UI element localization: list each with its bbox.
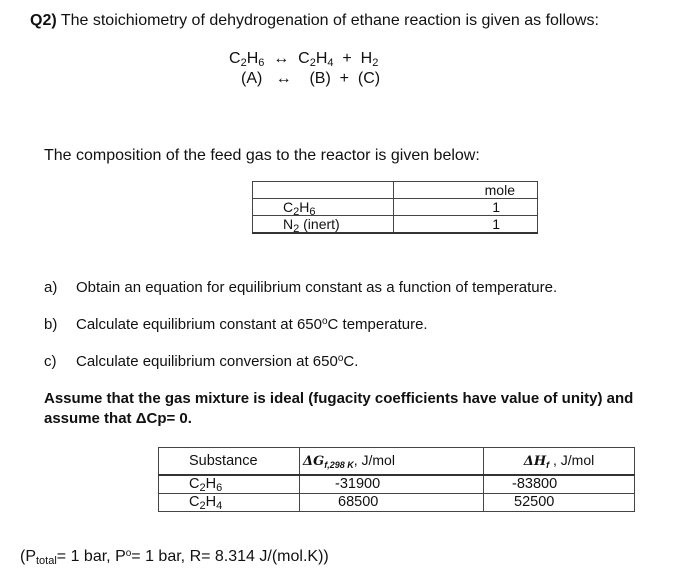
table-row bbox=[159, 475, 635, 494]
species-cell: $C_2H_6$ bbox=[253, 199, 394, 216]
question-title bbox=[30, 12, 599, 30]
item-label: a) bbox=[44, 279, 58, 296]
feed-table-header bbox=[253, 182, 538, 199]
item-c bbox=[44, 353, 358, 370]
feed-header-blank bbox=[253, 182, 394, 199]
table-row bbox=[253, 199, 538, 216]
reaction-labels bbox=[241, 70, 380, 88]
item-a bbox=[44, 279, 557, 296]
item-text: Calculate equilibrium constant at 650$^o$C temperature. bbox=[76, 316, 428, 333]
feed-table bbox=[252, 181, 538, 234]
mole-cell: 1 bbox=[394, 216, 538, 234]
feed-description: The composition of the feed gas to the reactor is given below: bbox=[44, 147, 480, 164]
enthalpy-cell: 52500 bbox=[484, 494, 635, 512]
substance-cell: $C_2H_4$ bbox=[159, 494, 300, 512]
item-text: Calculate equilibrium conversion at 650$^o$C. bbox=[76, 353, 359, 370]
mole-cell: 1 bbox=[394, 199, 538, 216]
gibbs-cell: 68500 bbox=[300, 494, 484, 512]
item-text: Obtain an equation for equilibrium constant as a function of temperature. bbox=[76, 279, 558, 296]
header-enthalpy: $\Delta H_f$ , J/mol bbox=[484, 448, 635, 476]
thermo-table-header bbox=[159, 448, 635, 476]
substance-cell: $C_2H_6$ bbox=[159, 475, 300, 494]
assumption-text bbox=[44, 389, 633, 429]
item-b bbox=[44, 316, 428, 333]
table-row bbox=[159, 494, 635, 512]
reaction-equation bbox=[229, 50, 378, 68]
thermo-data-table bbox=[158, 447, 635, 512]
question-number: Q2) bbox=[30, 12, 57, 29]
label-plus: + bbox=[339, 70, 350, 87]
table-row bbox=[253, 216, 538, 234]
feed-header-mole: mole bbox=[394, 182, 538, 199]
question-text: The stoichiometry of dehydrogenation of ethane reaction is given as follows: bbox=[60, 12, 599, 29]
gibbs-cell: -31900 bbox=[300, 475, 484, 494]
header-gibbs: $\Delta G_{f,298 K}$, J/mol bbox=[300, 448, 484, 476]
assumption-line2: assume that ΔCp= 0. bbox=[44, 410, 192, 427]
given-constants: ($P_{total}= 1$ bar, $P^o= 1$ bar, R= 8.314 J/(mol.K)) bbox=[20, 548, 329, 567]
plus-sign: + bbox=[342, 50, 352, 67]
item-label: b) bbox=[44, 316, 58, 333]
equilibrium-arrow: ↔ bbox=[273, 50, 290, 67]
product2-formula: $H_2$ bbox=[360, 50, 379, 69]
label-b: (B) bbox=[309, 70, 331, 87]
label-a: (A) bbox=[241, 70, 263, 87]
item-label: c) bbox=[44, 353, 57, 370]
label-arrow: ↔ bbox=[275, 70, 292, 87]
assumption-line1: Assume that the gas mixture is ideal (fugacity coefficients have value of unity) and bbox=[44, 390, 634, 407]
product1-formula: $C_2H_4$ bbox=[298, 50, 334, 69]
enthalpy-cell: -83800 bbox=[484, 475, 635, 494]
label-c: (C) bbox=[357, 70, 381, 87]
species-cell: $N_2$ (inert) bbox=[253, 216, 394, 234]
reactant-formula: $C_2H_6$ bbox=[229, 50, 265, 69]
header-substance: Substance bbox=[159, 448, 300, 476]
